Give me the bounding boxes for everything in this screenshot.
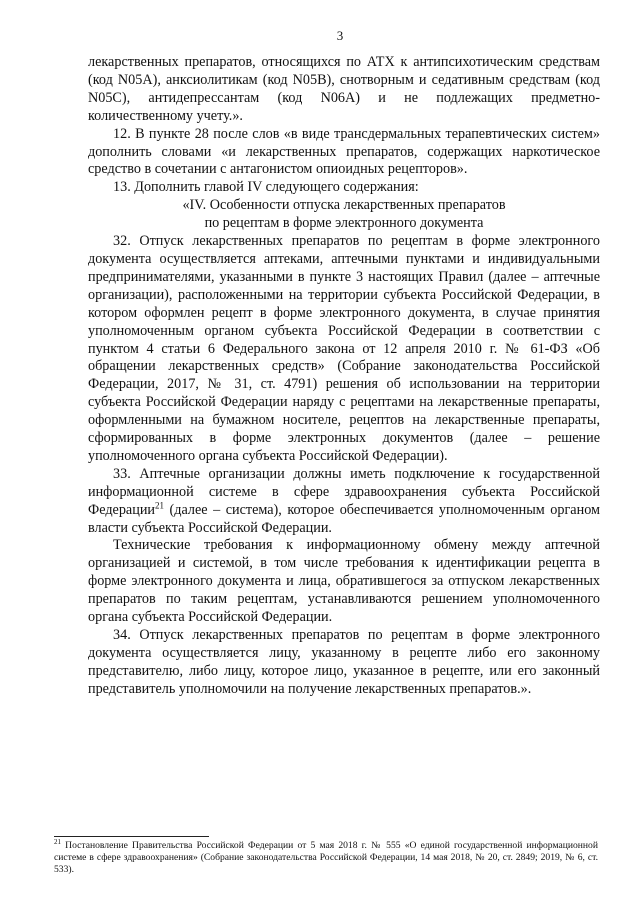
paragraph-item-12: 12. В пункте 28 после слов «в виде трансдермальных терапевтических систем» дополнить словами «и лекарственных препаратов, содержащих наркотическое средство в сочетании с антагонистом опиоидных рецепторов». — [88, 125, 600, 178]
page-number: 3 — [336, 28, 344, 43]
chapter-heading-line1: «IV. Особенности отпуска лекарственных препаратов — [182, 197, 506, 214]
footnote-reference[interactable]: 21 — [155, 499, 165, 510]
paragraph-item-33-start: 33. Аптечные организации должны иметь подключение к государственной информационной системе в сфере здравоохранения субъекта Российской Федерации — [88, 465, 600, 518]
footnote-text: Постановление Правительства Российской Федерации от 5 мая 2018 г. № 555 «О единой государственной информационной системе в сфере здравоохранения» (Собрание законодательства Российской Федерации, 14 мая 2018, № 20, ст. 2849; 2019, № 6, ст. 533). — [54, 840, 598, 876]
footnote-divider — [54, 836, 209, 837]
paragraph-item-33 — [88, 466, 600, 538]
paragraph-technical-requirements: Технические требования к информационному обмену между аптечной организацией и системой, в том числе требования к идентификации рецепта в форме электронного документа и лица, обратившегося за отпуском лекарственных препаратов по таким рецептам, устанавливаются решением уполномоченного органа субъекта Российской Федерации. — [88, 537, 600, 626]
paragraph-item-32: 32. Отпуск лекарственных препаратов по рецептам в форме электронного документа осуществляется аптеками, аптечными пунктами и индивидуальными предпринимателями, указанными в пункте 3 настоящих Правил (далее – аптечные организации), расположенными на территории субъекта Российской Федерации, в котором оформлен рецепт в форме электронного документа, в случае принятия уполномоченным органом субъекта Российской Федерации в соответствии с пунктом 4 статьи 6 Федерального закона от 12 апреля 2010 г. № 61-ФЗ «Об обращении лекарственных средств» (Собрание законодательства Российской Федерации, 2017, № 31, ст. 4791) решения об использовании на территории субъекта Российской Федерации наряду с рецептами на лекарственные препараты, оформленными на бумажном носителе, рецептов на лекарственные препараты, сформированных в форме электронных документов (далее – решение уполномоченного органа субъекта Российской Федерации). — [88, 233, 600, 464]
document-body — [88, 54, 600, 699]
footnote-number: 21 — [54, 837, 61, 846]
paragraph-item-13: 13. Дополнить главой IV следующего содержания: — [113, 179, 419, 196]
chapter-heading-line2: по рецептам в форме электронного документа — [204, 215, 484, 232]
paragraph-item-34: 34. Отпуск лекарственных препаратов по рецептам в форме электронного документа осуществляется лицу, указанному в рецепте либо его законному представителю, либо лицу, которое лицо, указанное в рецепте, или его законный представитель уполномочили на получение лекарственных препаратов.». — [88, 627, 600, 697]
footnote — [54, 837, 598, 877]
paragraph-continuation: лекарственных препаратов, относящихся по АТХ к антипсихотическим средствам (код N05A), анксиолитикам (код N05B), снотворным и седативным средствам (код N05C), антидепрессантам (код N06A) и не подлежащих предметно-количественному учету.». — [88, 54, 600, 124]
paragraph-item-33-end: (далее – система), которое обеспечивается уполномоченным органом власти субъекта Российской Федерации. — [88, 501, 600, 536]
